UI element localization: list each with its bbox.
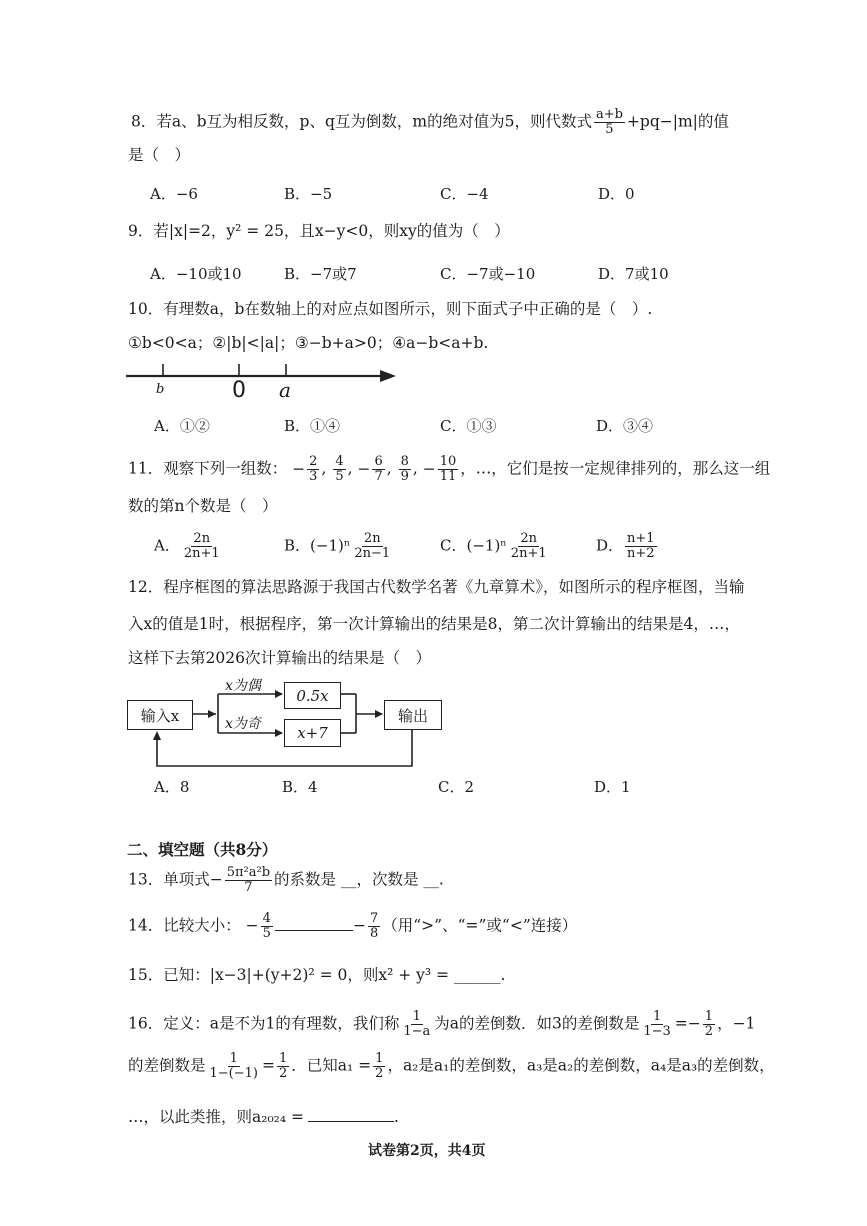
axis-label-0: 0 xyxy=(232,378,246,403)
q12-option-d: D．1 xyxy=(594,778,631,796)
frac-num: 4 xyxy=(335,454,344,469)
flow-even-op-box: 0.5x xyxy=(284,682,341,709)
option-prefix: (−1)ⁿ xyxy=(466,536,507,555)
frac-num: n+1 xyxy=(627,531,655,546)
question-12: 12．程序框图的算法思路源于我国古代数学名著《九章算术》，如图所示的程序框图，当输 xyxy=(128,578,745,596)
q8-option-d: D．0 xyxy=(598,185,635,203)
q16-text-g: ．已知a₁ = xyxy=(291,1056,372,1075)
q11-term-4 xyxy=(397,454,413,484)
q10-option-c: C．①③ xyxy=(440,417,497,435)
q12-option-a: A．8 xyxy=(154,778,190,796)
q16-answer-blank[interactable] xyxy=(308,1107,394,1122)
option-label: D． xyxy=(596,536,624,555)
frac-den: 3 xyxy=(309,469,318,484)
q14-prefix: 14．比较大小： xyxy=(128,916,241,935)
frac-den: 9 xyxy=(400,469,409,484)
question-9: 9．若|x|=2，y² = 25，且x−y<0，则xy的值为（ ） xyxy=(128,222,510,240)
q10-statements: ①b<0<a；②|b|<|a|；③−b+a>0；④a−b<a+b. xyxy=(128,334,489,352)
q8-option-c: C．−4 xyxy=(440,185,489,203)
q14-instruction: （用“>”、“=”或“<”连接） xyxy=(382,916,578,935)
q8-text: a、b互为相反数，p、q互为倒数，m的绝对值为5，则代数式 xyxy=(171,112,592,131)
q16-text-h: ，a₂是a₁的差倒数，a₃是a₂的差倒数，a₄是a₃的差倒数， xyxy=(387,1056,775,1075)
q16-frac-1 xyxy=(401,1010,432,1039)
q10-option-a: A．①② xyxy=(154,417,210,435)
q8-frac-den: 5 xyxy=(605,122,614,137)
frac-num: 1 xyxy=(279,1051,288,1066)
q11-sign: − xyxy=(292,459,306,478)
flow-odd-label: x为奇 xyxy=(225,716,261,732)
frac-den: 8 xyxy=(369,926,379,941)
frac-num: 5π²a²b xyxy=(226,865,271,880)
q8-option-a: A．−6 xyxy=(150,185,198,203)
page-footer: 试卷第2页，共4页 xyxy=(368,1143,486,1159)
q13-fraction xyxy=(225,866,272,895)
frac-den: 2 xyxy=(375,1066,384,1081)
q11-frac xyxy=(372,455,384,484)
option-label: C． xyxy=(440,536,467,555)
question-14 xyxy=(128,912,577,941)
frac-den: 2n−1 xyxy=(354,546,391,561)
frac-num: 10 xyxy=(439,454,457,469)
q16-text-f: = xyxy=(262,1056,275,1075)
frac-num: 4 xyxy=(262,911,271,926)
question-15: 15．已知：|x−3|+(y+2)² = 0，则x² + y³ = ______. xyxy=(128,966,506,984)
q16-line3: …，以此类推，则a₂₀₂₄ = . xyxy=(128,1108,399,1126)
frac-den: 5 xyxy=(262,926,271,941)
flow-even-label: x为偶 xyxy=(225,678,261,694)
q8-option-b: B．−5 xyxy=(284,185,333,203)
q12-option-b: B．4 xyxy=(282,778,318,796)
q12-line3: 这样下去第2026次计算输出的结果是（ ） xyxy=(128,649,431,667)
number-line xyxy=(126,364,396,382)
q14-frac-1 xyxy=(261,912,273,941)
q8-prefix: 8．若 xyxy=(131,112,172,131)
flow-odd-op-box: x+7 xyxy=(284,719,341,747)
frac-num: 1 xyxy=(229,1051,238,1066)
q16-frac-5 xyxy=(277,1052,289,1081)
frac-num: 1 xyxy=(375,1051,384,1066)
q14-answer-blank[interactable] xyxy=(275,916,353,931)
q16-frac-4 xyxy=(208,1052,260,1081)
q16-text-e: 的差倒数是 xyxy=(128,1056,206,1075)
q11-frac xyxy=(438,455,459,484)
frac-num: 1 xyxy=(704,1009,714,1024)
q11-sign: − xyxy=(422,459,436,478)
q16-text-c: =− xyxy=(674,1014,701,1033)
frac-num: 6 xyxy=(374,454,383,469)
q11-option-d xyxy=(596,532,659,561)
question-13 xyxy=(128,866,444,895)
q8-frac-num: a+b xyxy=(595,107,623,122)
q11-option-c xyxy=(440,532,551,561)
option-frac xyxy=(509,532,549,561)
frac-den: 1−(−1) xyxy=(209,1066,258,1081)
q8-line2: 是（ ） xyxy=(128,146,191,164)
axis-label-b: b xyxy=(156,382,165,397)
q14-minus-2: − xyxy=(352,916,366,935)
frac-den: 2n+1 xyxy=(510,546,547,561)
q16-text-i: …，以此类推，则a₂₀₂₄ = xyxy=(128,1108,305,1126)
frac-den: n+2 xyxy=(627,546,655,561)
q11-term-5 xyxy=(422,454,461,484)
frac-num: 2n xyxy=(520,531,538,546)
frac-num: 1 xyxy=(412,1009,421,1024)
question-16 xyxy=(128,1010,755,1039)
frac-den: 1−a xyxy=(403,1024,431,1039)
q11-text: ，…，它们是按一定规律排列的，那么这一组 xyxy=(460,459,771,478)
frac-num: 7 xyxy=(369,911,379,926)
option-frac xyxy=(352,532,392,561)
q10-option-d: D．③④ xyxy=(596,417,654,435)
frac-den: 1−3 xyxy=(643,1024,671,1039)
option-frac xyxy=(182,532,222,561)
frac-den: 2 xyxy=(704,1024,714,1039)
option-prefix: (−1)ⁿ xyxy=(310,536,351,555)
q14-minus-1: − xyxy=(245,916,259,935)
q11-frac xyxy=(307,455,319,484)
q11-term-2 xyxy=(331,454,347,484)
q16-text-a: 16．定义：a是不为1的有理数，我们称 xyxy=(128,1014,400,1033)
section-title-fill-in: 二、填空题（共8分） xyxy=(127,840,278,859)
frac-den: 7 xyxy=(374,469,383,484)
q16-text-b: 为a的差倒数．如3的差倒数是 xyxy=(434,1014,640,1033)
q10-option-b: B．①④ xyxy=(284,417,341,435)
q16-frac-2 xyxy=(641,1010,672,1039)
q13-text: 的系数是 __，次数是 __. xyxy=(274,870,444,889)
flow-input-box: 输入x xyxy=(127,700,193,730)
axis-label-a: a xyxy=(279,378,291,402)
q11-prefix: 11．观察下列一组数： xyxy=(128,459,288,478)
q11-term-3 xyxy=(357,454,386,484)
q16-frac-3 xyxy=(703,1010,715,1039)
q14-frac-2 xyxy=(368,912,380,941)
q11-option-a xyxy=(154,532,224,561)
frac-num: 2n xyxy=(363,531,381,546)
frac-den: 5 xyxy=(335,469,344,484)
frac-den: 7 xyxy=(244,880,253,895)
q16-text-d: ，−1 xyxy=(717,1014,756,1033)
q12-option-c: C．2 xyxy=(438,778,475,796)
option-label: A． xyxy=(154,536,180,555)
option-frac xyxy=(625,532,657,561)
q11-frac xyxy=(333,455,345,484)
frac-den: 11 xyxy=(439,469,457,484)
q11-frac xyxy=(399,455,411,484)
frac-num: 2 xyxy=(309,454,318,469)
q9-option-b: B．−7或7 xyxy=(284,265,357,283)
option-label: B． xyxy=(284,536,311,555)
q13-prefix: 13．单项式− xyxy=(128,870,223,889)
frac-den: 2n+1 xyxy=(183,546,220,561)
q11-option-b xyxy=(284,532,394,561)
q8-text-end: +pq−|m|的值 xyxy=(626,112,729,131)
flow-output-box: 输出 xyxy=(384,700,442,730)
number-line-arrow xyxy=(380,370,396,382)
q9-option-a: A．−10或10 xyxy=(150,265,242,283)
frac-num: 1 xyxy=(652,1009,662,1024)
q11-sign: − xyxy=(357,459,371,478)
q16-line2 xyxy=(128,1052,775,1081)
frac-num: 8 xyxy=(400,454,409,469)
q9-option-d: D．7或10 xyxy=(598,265,669,283)
q9-option-c: C．−7或−10 xyxy=(440,265,536,283)
q11-term-1 xyxy=(292,454,321,484)
question-10: 10．有理数a，b在数轴上的对应点如图所示，则下面式子中正确的是（ ）. xyxy=(128,300,653,318)
q16-frac-6 xyxy=(373,1052,385,1081)
question-11: 11．观察下列一组数： − $\frac{2}{3}$ , $\frac{4}{5}$ , − $\frac{6}{7}$ , $\frac{8}{9}$ , − $\frac{10}{11}$ ，…，它们是按一定规律排列的，那么这一组 xyxy=(128,454,771,484)
q11-line2: 数的第n个数是（ ） xyxy=(128,497,278,515)
frac-den: 2 xyxy=(279,1066,288,1081)
frac-num: 2n xyxy=(193,531,211,546)
q12-line2: 入x的值是1时，根据程序，第一次计算输出的结果是8，第二次计算输出的结果是4，…， xyxy=(128,615,740,633)
